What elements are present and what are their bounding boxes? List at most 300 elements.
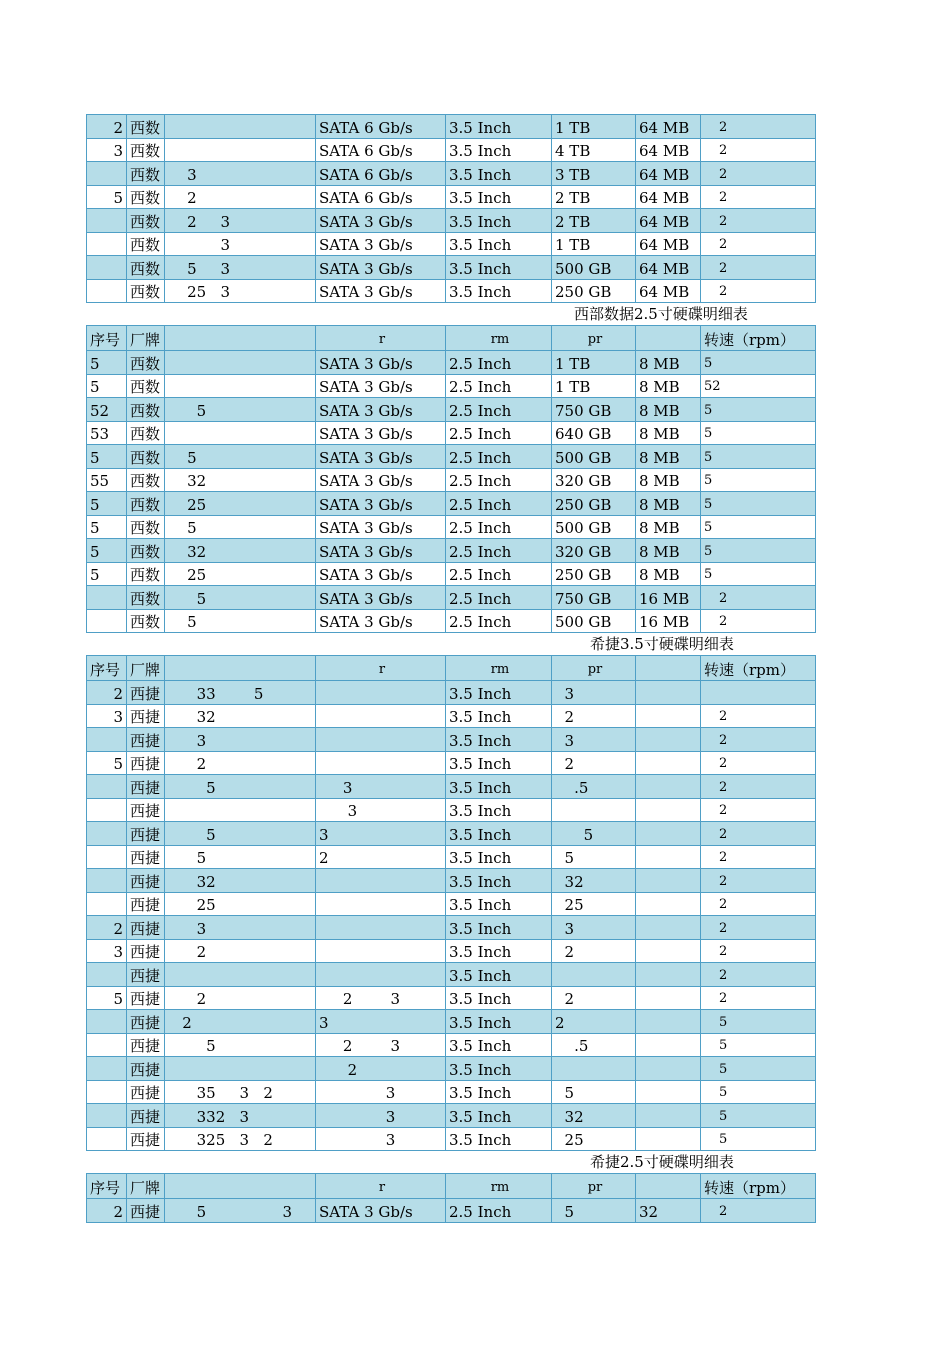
cell-cache: 8 MB — [636, 539, 701, 563]
cell-model: 5 — [165, 1033, 316, 1057]
cell-capacity: 25 — [552, 892, 636, 916]
cell-capacity: 250 GB — [552, 562, 636, 586]
cell-interface: SATA 3 Gb/s — [316, 445, 446, 469]
cell-model — [165, 138, 316, 162]
cell-speed: 52 — [701, 374, 816, 398]
cell-index: 2 — [87, 681, 127, 705]
table-row — [87, 562, 816, 586]
cell-brand: 西数 — [127, 421, 165, 445]
cell-brand: 西数 — [127, 468, 165, 492]
table-wd-35 — [86, 114, 816, 303]
cell-capacity: .5 — [552, 1033, 636, 1057]
cell-interface: SATA 3 Gb/s — [316, 515, 446, 539]
cell-model: 25 3 — [165, 279, 316, 303]
cell-brand: 西数 — [127, 232, 165, 256]
cell-model — [165, 1057, 316, 1081]
cell-brand: 西捷 — [127, 681, 165, 705]
cell-speed: 2 — [701, 939, 816, 963]
table-row — [87, 681, 816, 705]
cell-interface: 3 — [316, 1010, 446, 1034]
cell-index: 52 — [87, 398, 127, 422]
cell-index: 5 — [87, 445, 127, 469]
cell-index — [87, 1057, 127, 1081]
cell-interface: 3 — [316, 798, 446, 822]
cell-size: 2.5 Inch — [446, 468, 552, 492]
cell-capacity: 3 — [552, 916, 636, 940]
cell-cache: 8 MB — [636, 398, 701, 422]
header-cell-interface: r — [316, 326, 446, 351]
table-wd-25 — [86, 325, 816, 633]
cell-cache — [636, 775, 701, 799]
cell-speed: 2 — [701, 822, 816, 846]
cell-index: 5 — [87, 515, 127, 539]
cell-speed: 2 — [701, 728, 816, 752]
cell-cache: 16 MB — [636, 586, 701, 610]
cell-capacity — [552, 1057, 636, 1081]
cell-capacity: 250 GB — [552, 492, 636, 516]
cell-speed: 2 — [701, 138, 816, 162]
cell-capacity: 5 — [552, 845, 636, 869]
cell-cache: 32 — [636, 1199, 701, 1223]
cell-capacity: 750 GB — [552, 586, 636, 610]
cell-capacity: 2 — [552, 986, 636, 1010]
header-cell-size: rm — [446, 1174, 552, 1199]
table-row — [87, 421, 816, 445]
cell-interface: SATA 3 Gb/s — [316, 539, 446, 563]
cell-index — [87, 1080, 127, 1104]
cell-capacity: 1 TB — [552, 374, 636, 398]
table-row — [87, 1104, 816, 1128]
table-row — [87, 822, 816, 846]
cell-size: 2.5 Inch — [446, 562, 552, 586]
header-cell-interface: r — [316, 656, 446, 681]
cell-interface: 2 — [316, 1057, 446, 1081]
cell-brand: 西数 — [127, 515, 165, 539]
cell-index: 5 — [87, 562, 127, 586]
table-seagate-35 — [86, 655, 816, 1151]
cell-interface: 3 — [316, 1104, 446, 1128]
header-cell-model — [165, 1174, 316, 1199]
cell-model: 5 — [165, 445, 316, 469]
cell-index: 53 — [87, 421, 127, 445]
cell-interface: SATA 3 Gb/s — [316, 609, 446, 633]
cell-index: 2 — [87, 115, 127, 139]
cell-size: 3.5 Inch — [446, 1033, 552, 1057]
cell-index — [87, 869, 127, 893]
cell-model: 5 — [165, 775, 316, 799]
table-row — [87, 1199, 816, 1223]
cell-brand: 西捷 — [127, 775, 165, 799]
cell-index — [87, 1010, 127, 1034]
cell-capacity: 32 — [552, 869, 636, 893]
cell-cache: 64 MB — [636, 138, 701, 162]
cell-size: 3.5 Inch — [446, 892, 552, 916]
cell-size: 2.5 Inch — [446, 351, 552, 375]
cell-interface — [316, 869, 446, 893]
cell-size: 3.5 Inch — [446, 728, 552, 752]
cell-model — [165, 351, 316, 375]
cell-index — [87, 892, 127, 916]
cell-brand: 西捷 — [127, 845, 165, 869]
cell-index — [87, 232, 127, 256]
cell-model: 2 — [165, 185, 316, 209]
cell-size: 3.5 Inch — [446, 986, 552, 1010]
cell-brand: 西捷 — [127, 963, 165, 987]
cell-speed: 2 — [701, 609, 816, 633]
cell-capacity: 1 TB — [552, 115, 636, 139]
cell-cache: 8 MB — [636, 445, 701, 469]
cell-interface — [316, 704, 446, 728]
cell-brand: 西数 — [127, 162, 165, 186]
table-row — [87, 492, 816, 516]
cell-model: 2 3 — [165, 209, 316, 233]
cell-cache: 8 MB — [636, 421, 701, 445]
cell-brand: 西捷 — [127, 939, 165, 963]
cell-brand: 西捷 — [127, 1104, 165, 1128]
cell-speed: 2 — [701, 869, 816, 893]
cell-model — [165, 798, 316, 822]
cell-capacity: 2 — [552, 939, 636, 963]
cell-size: 3.5 Inch — [446, 1080, 552, 1104]
cell-model: 2 — [165, 986, 316, 1010]
cell-cache — [636, 1033, 701, 1057]
cell-size: 3.5 Inch — [446, 1010, 552, 1034]
header-cell-cache — [636, 1174, 701, 1199]
cell-interface: SATA 3 Gb/s — [316, 256, 446, 280]
cell-brand: 西数 — [127, 279, 165, 303]
table-row — [87, 138, 816, 162]
cell-speed: 2 — [701, 586, 816, 610]
cell-interface: SATA 3 Gb/s — [316, 421, 446, 445]
cell-interface: 2 3 — [316, 986, 446, 1010]
cell-brand: 西捷 — [127, 1057, 165, 1081]
cell-size: 3.5 Inch — [446, 845, 552, 869]
table-row — [87, 374, 816, 398]
cell-index: 5 — [87, 492, 127, 516]
cell-interface: SATA 3 Gb/s — [316, 468, 446, 492]
cell-cache: 8 MB — [636, 515, 701, 539]
cell-speed: 2 — [701, 963, 816, 987]
cell-speed: 2 — [701, 232, 816, 256]
table-row — [87, 986, 816, 1010]
table-row — [87, 209, 816, 233]
cell-model: 25 — [165, 892, 316, 916]
cell-speed: 2 — [701, 115, 816, 139]
cell-interface: SATA 3 Gb/s — [316, 209, 446, 233]
table-row — [87, 704, 816, 728]
header-cell-speed: 转速（rpm） — [701, 656, 816, 681]
cell-speed: 2 — [701, 751, 816, 775]
cell-speed: 5 — [701, 1010, 816, 1034]
cell-size: 3.5 Inch — [446, 279, 552, 303]
cell-model — [165, 115, 316, 139]
table-row — [87, 279, 816, 303]
cell-interface: SATA 3 Gb/s — [316, 232, 446, 256]
cell-cache — [636, 751, 701, 775]
cell-speed: 5 — [701, 351, 816, 375]
cell-interface: SATA 3 Gb/s — [316, 586, 446, 610]
cell-cache — [636, 916, 701, 940]
cell-model: 5 — [165, 398, 316, 422]
cell-cache — [636, 728, 701, 752]
cell-cache — [636, 681, 701, 705]
cell-capacity: .5 — [552, 775, 636, 799]
cell-model: 2 — [165, 751, 316, 775]
cell-speed: 5 — [701, 468, 816, 492]
cell-index — [87, 256, 127, 280]
cell-interface: SATA 6 Gb/s — [316, 162, 446, 186]
cell-speed: 2 — [701, 279, 816, 303]
cell-capacity: 2 — [552, 704, 636, 728]
cell-brand: 西数 — [127, 256, 165, 280]
cell-index — [87, 728, 127, 752]
cell-cache — [636, 1010, 701, 1034]
cell-index: 5 — [87, 374, 127, 398]
cell-model: 5 — [165, 845, 316, 869]
cell-brand: 西数 — [127, 351, 165, 375]
table-row — [87, 185, 816, 209]
cell-index: 2 — [87, 916, 127, 940]
cell-size: 2.5 Inch — [446, 445, 552, 469]
cell-speed: 5 — [701, 1057, 816, 1081]
cell-speed: 5 — [701, 1080, 816, 1104]
cell-brand: 西数 — [127, 492, 165, 516]
cell-interface: SATA 6 Gb/s — [316, 115, 446, 139]
cell-model — [165, 963, 316, 987]
cell-index: 5 — [87, 751, 127, 775]
cell-index: 5 — [87, 539, 127, 563]
cell-index — [87, 162, 127, 186]
cell-capacity: 5 — [552, 1199, 636, 1223]
table-row — [87, 398, 816, 422]
cell-index: 2 — [87, 1199, 127, 1223]
cell-interface: 3 — [316, 1080, 446, 1104]
cell-model: 5 — [165, 822, 316, 846]
cell-capacity: 1 TB — [552, 232, 636, 256]
header-cell-cache — [636, 326, 701, 351]
cell-size: 2.5 Inch — [446, 515, 552, 539]
cell-speed: 2 — [701, 209, 816, 233]
table-row — [87, 1010, 816, 1034]
cell-interface — [316, 892, 446, 916]
cell-cache — [636, 1080, 701, 1104]
cell-index — [87, 845, 127, 869]
cell-index — [87, 775, 127, 799]
table-title-seagate-35: 希捷3.5寸硬碟明细表 — [590, 635, 734, 653]
cell-brand: 西捷 — [127, 751, 165, 775]
cell-interface — [316, 916, 446, 940]
table-row — [87, 1033, 816, 1057]
cell-interface — [316, 939, 446, 963]
cell-speed: 5 — [701, 1127, 816, 1151]
cell-brand: 西捷 — [127, 728, 165, 752]
cell-cache: 8 MB — [636, 468, 701, 492]
table-row — [87, 609, 816, 633]
cell-model: 32 — [165, 468, 316, 492]
cell-cache: 8 MB — [636, 374, 701, 398]
cell-capacity: 2 TB — [552, 185, 636, 209]
table-row — [87, 728, 816, 752]
cell-speed: 2 — [701, 986, 816, 1010]
cell-brand: 西捷 — [127, 798, 165, 822]
cell-speed: 5 — [701, 445, 816, 469]
cell-capacity: 320 GB — [552, 468, 636, 492]
cell-capacity: 3 TB — [552, 162, 636, 186]
cell-size: 3.5 Inch — [446, 798, 552, 822]
cell-brand: 西捷 — [127, 892, 165, 916]
table-row — [87, 256, 816, 280]
cell-capacity: 2 — [552, 1010, 636, 1034]
cell-index: 5 — [87, 351, 127, 375]
cell-model: 5 — [165, 515, 316, 539]
cell-size: 2.5 Inch — [446, 586, 552, 610]
cell-capacity: 500 GB — [552, 256, 636, 280]
cell-size: 3.5 Inch — [446, 916, 552, 940]
table-row — [87, 468, 816, 492]
table-row — [87, 892, 816, 916]
cell-index — [87, 1127, 127, 1151]
table-row — [87, 869, 816, 893]
cell-capacity: 1 TB — [552, 351, 636, 375]
cell-cache — [636, 986, 701, 1010]
cell-brand: 西数 — [127, 398, 165, 422]
header-row — [87, 1174, 816, 1199]
cell-interface: SATA 3 Gb/s — [316, 492, 446, 516]
cell-cache: 8 MB — [636, 562, 701, 586]
spreadsheet — [86, 114, 816, 1223]
cell-cache — [636, 1057, 701, 1081]
cell-interface: SATA 6 Gb/s — [316, 185, 446, 209]
cell-interface: SATA 6 Gb/s — [316, 138, 446, 162]
cell-cache: 64 MB — [636, 209, 701, 233]
cell-brand: 西捷 — [127, 704, 165, 728]
table-row — [87, 939, 816, 963]
cell-size: 2.5 Inch — [446, 398, 552, 422]
cell-model: 5 3 — [165, 1199, 316, 1223]
cell-size: 3.5 Inch — [446, 939, 552, 963]
cell-interface: SATA 3 Gb/s — [316, 398, 446, 422]
table-title-wd-25: 西部数据2.5寸硬碟明细表 — [574, 305, 748, 323]
cell-index — [87, 209, 127, 233]
table-row — [87, 232, 816, 256]
cell-model: 5 — [165, 609, 316, 633]
cell-size: 3.5 Inch — [446, 138, 552, 162]
table-title-seagate-25: 希捷2.5寸硬碟明细表 — [590, 1153, 734, 1171]
cell-model: 3 — [165, 728, 316, 752]
cell-speed: 2 — [701, 185, 816, 209]
cell-size: 3.5 Inch — [446, 1127, 552, 1151]
header-row — [87, 656, 816, 681]
cell-capacity: 500 GB — [552, 515, 636, 539]
cell-model: 325 3 2 — [165, 1127, 316, 1151]
table-row — [87, 515, 816, 539]
table-row — [87, 1080, 816, 1104]
cell-cache — [636, 892, 701, 916]
cell-model: 3 — [165, 232, 316, 256]
table-row — [87, 115, 816, 139]
cell-size: 3.5 Inch — [446, 1104, 552, 1128]
table-row — [87, 586, 816, 610]
cell-cache — [636, 939, 701, 963]
cell-model: 35 3 2 — [165, 1080, 316, 1104]
cell-size: 2.5 Inch — [446, 539, 552, 563]
table-row — [87, 775, 816, 799]
header-cell-brand: 厂牌 — [127, 656, 165, 681]
cell-size: 2.5 Inch — [446, 609, 552, 633]
cell-cache — [636, 869, 701, 893]
cell-model: 25 — [165, 562, 316, 586]
table-seagate-25 — [86, 1173, 816, 1223]
cell-size: 3.5 Inch — [446, 209, 552, 233]
cell-capacity — [552, 963, 636, 987]
header-cell-capacity: pr — [552, 326, 636, 351]
cell-speed: 2 — [701, 845, 816, 869]
cell-brand: 西捷 — [127, 1033, 165, 1057]
header-cell-brand: 厂牌 — [127, 1174, 165, 1199]
cell-speed: 5 — [701, 1104, 816, 1128]
cell-capacity: 25 — [552, 1127, 636, 1151]
cell-index: 5 — [87, 185, 127, 209]
cell-brand: 西捷 — [127, 1080, 165, 1104]
cell-size: 3.5 Inch — [446, 822, 552, 846]
cell-brand: 西捷 — [127, 1010, 165, 1034]
cell-model: 2 — [165, 1010, 316, 1034]
table-row — [87, 1127, 816, 1151]
cell-capacity: 640 GB — [552, 421, 636, 445]
cell-size: 2.5 Inch — [446, 1199, 552, 1223]
cell-cache: 64 MB — [636, 279, 701, 303]
cell-cache — [636, 1127, 701, 1151]
cell-cache: 64 MB — [636, 232, 701, 256]
cell-index — [87, 1033, 127, 1057]
cell-size: 3.5 Inch — [446, 232, 552, 256]
cell-interface: 2 — [316, 845, 446, 869]
cell-cache: 64 MB — [636, 185, 701, 209]
cell-capacity: 320 GB — [552, 539, 636, 563]
cell-brand: 西数 — [127, 562, 165, 586]
cell-cache — [636, 845, 701, 869]
cell-capacity: 5 — [552, 1080, 636, 1104]
cell-capacity: 250 GB — [552, 279, 636, 303]
cell-speed: 2 — [701, 892, 816, 916]
cell-speed: 5 — [701, 515, 816, 539]
cell-index — [87, 798, 127, 822]
cell-size: 3.5 Inch — [446, 869, 552, 893]
cell-model: 32 — [165, 539, 316, 563]
cell-size: 3.5 Inch — [446, 775, 552, 799]
table-row — [87, 845, 816, 869]
cell-cache — [636, 798, 701, 822]
cell-capacity: 4 TB — [552, 138, 636, 162]
cell-cache — [636, 822, 701, 846]
cell-brand: 西捷 — [127, 1127, 165, 1151]
cell-brand: 西捷 — [127, 1199, 165, 1223]
cell-index: 3 — [87, 138, 127, 162]
cell-capacity — [552, 798, 636, 822]
cell-cache: 64 MB — [636, 256, 701, 280]
cell-speed: 2 — [701, 704, 816, 728]
cell-size: 3.5 Inch — [446, 751, 552, 775]
cell-model: 33 5 — [165, 681, 316, 705]
cell-speed: 2 — [701, 798, 816, 822]
cell-brand: 西数 — [127, 115, 165, 139]
cell-capacity: 2 — [552, 751, 636, 775]
header-cell-model — [165, 656, 316, 681]
cell-brand: 西数 — [127, 138, 165, 162]
cell-interface: 3 — [316, 822, 446, 846]
table-row — [87, 798, 816, 822]
cell-index — [87, 586, 127, 610]
